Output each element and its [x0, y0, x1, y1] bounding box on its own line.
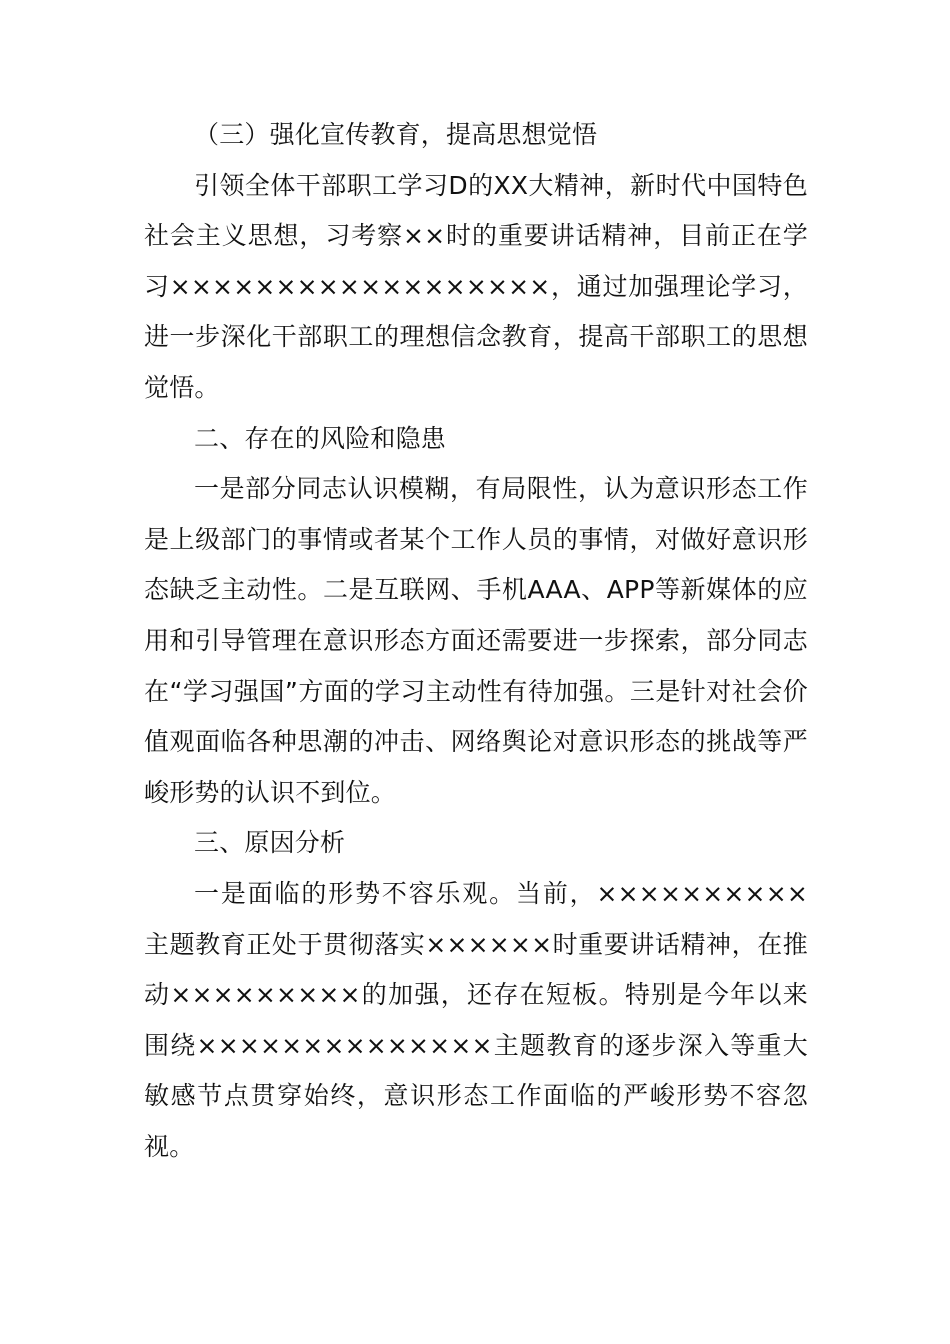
section-heading-publicity-education: （三）强化宣传教育，提高思想觉悟 — [194, 120, 598, 149]
section-heading-cause-analysis: 三、原因分析 — [194, 828, 346, 858]
section-heading-risks: 二、存在的风险和隐患 — [194, 423, 447, 453]
paragraph-risks-details: 一是部分同志认识模糊，有局限性，认为意识形态工作是上级部门的事情或者某个工作人员的事情，对做好意识形态缺乏主动性。二是互联网、手机AAA、APP等新媒体的应用和引导管理在意识形态方面还需要进一步探索，部分同志在“学习强国”方面的学习主动性有待加强。三是针对社会价值观面临各种思潮的冲击、网络舆论对意识形态的挑战等严峻形势的认识不到位。 — [144, 474, 808, 807]
document-body — [144, 110, 808, 1172]
paragraph-study-guidance: 引领全体干部职工学习D的XX大精神，新时代中国特色社会主义思想，习考察××时的重要讲话精神，目前正在学习××××××××××××××××××，通过加强理论学习，进一步深化干部职工的理想信念教育，提高干部职工的思想觉悟。 — [144, 170, 808, 402]
paragraph-cause-details: 一是面临的形势不容乐观。当前，××××××××××主题教育正处于贯彻落实××××××时重要讲话精神，在推动×××××××××的加强，还存在短板。特别是今年以来围绕××××××××××××××主题教育的逐步深入等重大敏感节点贯穿始终，意识形态工作面临的严峻形势不容忽视。 — [144, 878, 808, 1161]
